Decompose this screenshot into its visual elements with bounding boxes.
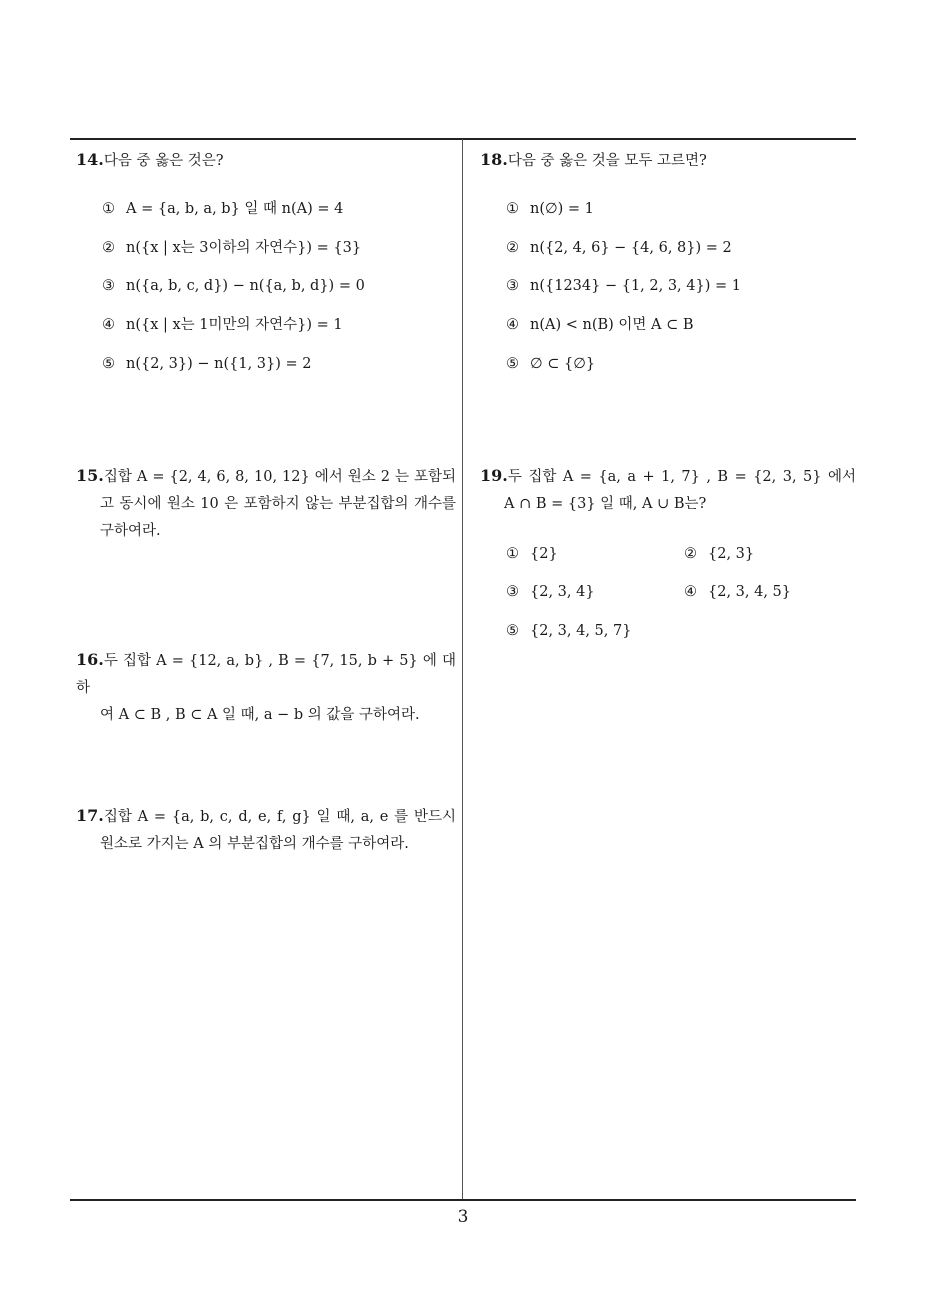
question-number: 18. — [480, 150, 508, 169]
choice-19-1[interactable] — [506, 544, 558, 564]
column-divider — [462, 139, 463, 1200]
question-line: 구하여라. — [100, 523, 161, 539]
choice-mark: ④ — [506, 317, 519, 333]
choice-text: n({1234} − {1, 2, 3, 4}) = 1 — [530, 278, 741, 294]
choice-mark: ① — [506, 201, 519, 217]
choice-19-2[interactable] — [684, 544, 754, 564]
question-19 — [480, 462, 856, 518]
choice-mark: ③ — [102, 278, 115, 294]
question-line: 19.두 집합 A = {a, a + 1, 7} , B = {2, 3, 5} 에서 — [480, 466, 856, 485]
choice-text: {2, 3, 4, 5} — [708, 584, 792, 600]
question-line: 17.집합 A = {a, b, c, d, e, f, g} 일 때, a, e 를 반드시 — [76, 806, 456, 825]
question-18 — [480, 146, 856, 175]
top-rule — [70, 138, 856, 140]
choice-text: n({x | x는 3이하의 자연수}) = {3} — [126, 240, 362, 256]
choice-mark: ⑤ — [506, 623, 519, 639]
choice-text: n({x | x는 1미만의 자연수}) = 1 — [126, 317, 343, 333]
choice-18-3[interactable] — [506, 276, 741, 296]
choice-text: {2} — [530, 546, 558, 562]
choice-text: ∅ ⊂ {∅} — [530, 356, 596, 372]
question-16 — [76, 646, 456, 729]
choice-mark: ② — [684, 546, 697, 562]
choice-14-5[interactable] — [102, 354, 312, 374]
question-number: 19. — [480, 466, 508, 485]
choice-text: {2, 3, 4, 5, 7} — [530, 623, 632, 639]
choice-text: n(A) < n(B) 이면 A ⊂ B — [530, 317, 694, 333]
choice-mark: ① — [506, 546, 519, 562]
choice-mark: ② — [506, 240, 519, 256]
question-14 — [76, 146, 456, 175]
choice-mark: ④ — [684, 584, 697, 600]
choice-14-4[interactable] — [102, 315, 343, 335]
question-line: 15.집합 A = {2, 4, 6, 8, 10, 12} 에서 원소 2 는 포함되 — [76, 466, 456, 485]
question-number: 14. — [76, 150, 104, 169]
choice-mark: ⑤ — [102, 356, 115, 372]
question-line: 고 동시에 원소 10 은 포함하지 않는 부분집합의 개수를 — [100, 496, 456, 512]
choice-text: A = {a, b, a, b} 일 때 n(A) = 4 — [126, 201, 344, 217]
choice-18-5[interactable] — [506, 354, 595, 374]
choice-18-2[interactable] — [506, 238, 732, 258]
choice-text: n(∅) = 1 — [530, 201, 594, 217]
question-prompt: 다음 중 옳은 것을 모두 고르면? — [507, 153, 707, 169]
choice-mark: ① — [102, 201, 115, 217]
choice-text: {2, 3, 4} — [530, 584, 595, 600]
question-17 — [76, 802, 456, 858]
question-prompt: 다음 중 옳은 것은? — [103, 153, 224, 169]
choice-mark: ③ — [506, 278, 519, 294]
choice-18-4[interactable] — [506, 315, 694, 335]
choice-mark: ③ — [506, 584, 519, 600]
choice-14-1[interactable] — [102, 199, 343, 219]
question-15 — [76, 462, 456, 545]
choice-19-3[interactable] — [506, 582, 595, 602]
choice-14-3[interactable] — [102, 276, 365, 296]
choice-text: n({a, b, c, d}) − n({a, b, d}) = 0 — [126, 278, 365, 294]
choice-14-2[interactable] — [102, 238, 361, 258]
question-line: 16.두 집합 A = {12, a, b} , B = {7, 15, b + 5} 에 대하 — [76, 650, 456, 696]
choice-text: {2, 3} — [708, 546, 755, 562]
question-number: 16. — [76, 650, 104, 669]
choice-mark: ② — [102, 240, 115, 256]
choice-mark: ⑤ — [506, 356, 519, 372]
question-line: 원소로 가지는 A 의 부분집합의 개수를 구하여라. — [100, 836, 409, 852]
choice-mark: ④ — [102, 317, 115, 333]
choice-19-5[interactable] — [506, 621, 631, 641]
choice-18-1[interactable] — [506, 199, 594, 219]
choice-text: n({2, 3}) − n({1, 3}) = 2 — [126, 356, 312, 372]
question-number: 17. — [76, 806, 104, 825]
question-line: 여 A ⊂ B , B ⊂ A 일 때, a − b 의 값을 구하여라. — [100, 707, 420, 723]
choice-19-4[interactable] — [684, 582, 791, 602]
bottom-rule — [70, 1199, 856, 1201]
page-number: 3 — [457, 1207, 469, 1227]
question-number: 15. — [76, 466, 104, 485]
question-line: A ∩ B = {3} 일 때, A ∪ B는? — [504, 496, 707, 512]
choice-text: n({2, 4, 6} − {4, 6, 8}) = 2 — [530, 240, 732, 256]
